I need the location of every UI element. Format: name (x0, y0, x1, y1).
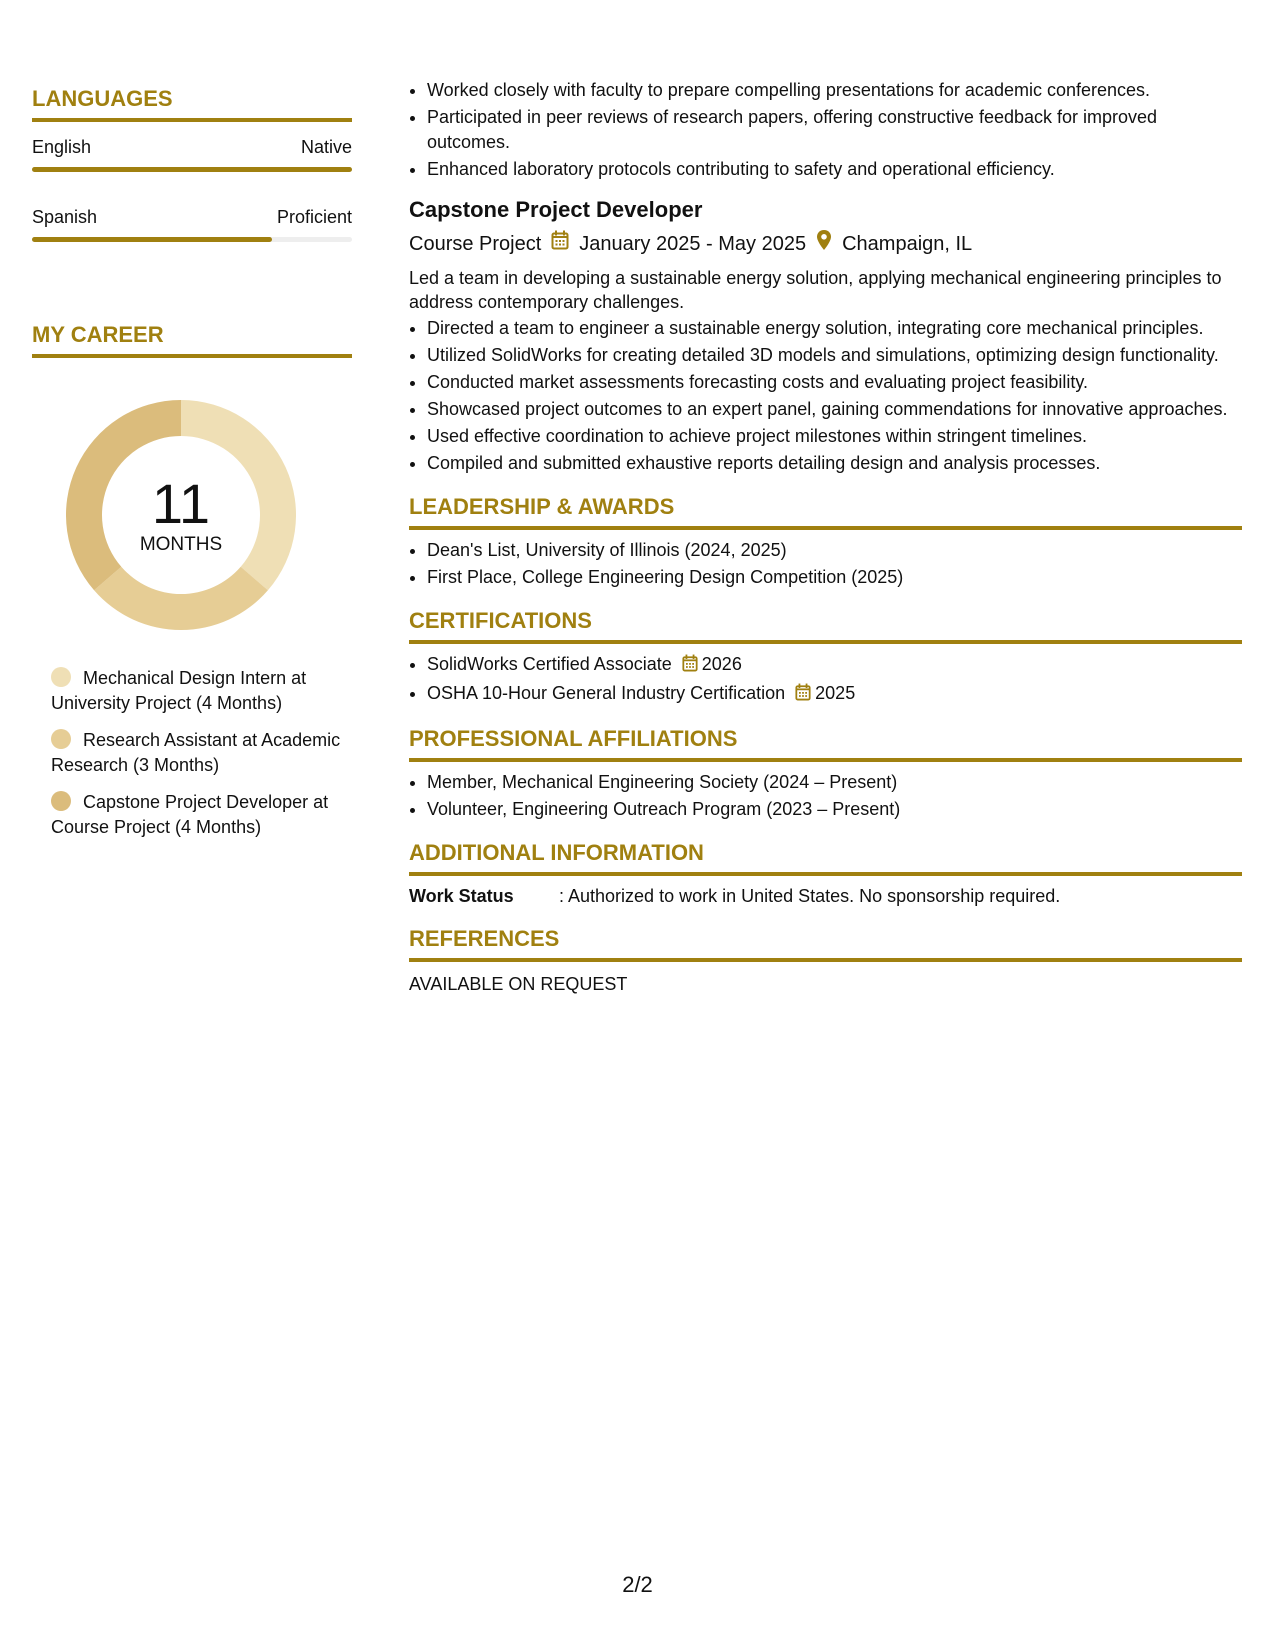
language-name: English (32, 137, 92, 157)
language-level-fill (32, 167, 352, 172)
list-item: • First Place, College Engineering Design Competition (2025) (427, 565, 1242, 590)
certification-name: OSHA 10-Hour General Industry Certification (427, 683, 786, 703)
references-text: AVAILABLE ON REQUEST (409, 974, 628, 994)
list-item: • Volunteer, Engineering Outreach Program (2023 – Present) (427, 797, 1242, 822)
career-donut-chart (66, 400, 296, 630)
language-english (32, 136, 352, 172)
job-bullets (409, 316, 1242, 476)
leadership-list (409, 538, 1242, 590)
list-item (427, 681, 1242, 708)
career-legend-item (51, 790, 341, 840)
job-description: Led a team in developing a sustainable energy solution, applying mechanical engineering principles to address contemporary challenges. (409, 268, 1222, 312)
certifications-list (409, 652, 1242, 708)
languages-heading: LANGUAGES (32, 86, 352, 122)
career-heading: MY CAREER (32, 322, 352, 358)
list-item: • Worked closely with faculty to prepare compelling presentations for academic conferences. (427, 78, 1242, 103)
list-item: • Member, Mechanical Engineering Society (2024 – Present) (427, 770, 1242, 795)
language-level: Native (300, 137, 352, 157)
language-level-fill (32, 237, 272, 242)
additional-info-heading: ADDITIONAL INFORMATION (409, 840, 1242, 876)
certifications-heading: CERTIFICATIONS (409, 608, 1242, 644)
list-item: • Directed a team to engineer a sustainable energy solution, integrating core mechanical principles. (427, 316, 1242, 341)
previous-job-bullets (409, 78, 1242, 182)
legend-dot (51, 729, 71, 749)
language-spanish (32, 206, 352, 242)
work-status-label: Work Status (409, 886, 514, 906)
calendar-icon (795, 683, 811, 708)
calendar-icon (682, 654, 698, 679)
language-name: Spanish (32, 207, 98, 227)
career-legend-item (51, 728, 341, 778)
certification-name: SolidWorks Certified Associate (427, 654, 672, 674)
legend-text: Research Assistant at Academic Research (3 Months) (51, 730, 341, 775)
references-heading: REFERENCES (409, 926, 1242, 962)
list-item: • Utilized SolidWorks for creating detailed 3D models and simulations, optimizing design functionality. (427, 343, 1242, 368)
list-item: • Conducted market assessments forecasting costs and evaluating project feasibility. (427, 370, 1242, 395)
legend-dot (51, 791, 71, 811)
job-company: Course Project (409, 232, 542, 255)
job-title: Capstone Project Developer (409, 197, 703, 222)
right-column (409, 78, 1242, 996)
legend-text: Capstone Project Developer at Course Project (4 Months) (51, 792, 329, 837)
career-legend-item (51, 666, 341, 716)
work-status-value: : Authorized to work in United States. No sponsorship required. (559, 886, 1061, 906)
list-item (427, 652, 1242, 679)
language-level-bar (32, 167, 352, 172)
legend-text: Mechanical Design Intern at University Project (4 Months) (51, 668, 307, 713)
career-legend (51, 666, 341, 840)
map-pin-icon (816, 229, 832, 258)
affiliations-list (409, 770, 1242, 822)
affiliations-heading: PROFESSIONAL AFFILIATIONS (409, 726, 1242, 762)
list-item: • Dean's List, University of Illinois (2024, 2025) (427, 538, 1242, 563)
certification-year: 2025 (815, 683, 856, 703)
donut-segment (94, 567, 268, 630)
career-total-number: 11 (151, 472, 211, 535)
list-item: • Participated in peer reviews of research papers, offering constructive feedback for improved outcomes. (427, 105, 1242, 155)
job-meta (409, 229, 1242, 258)
certification-year: 2026 (701, 654, 742, 674)
calendar-icon (551, 230, 569, 257)
job-location: Champaign, IL (842, 232, 973, 255)
legend-dot (51, 667, 71, 687)
list-item: • Used effective coordination to achieve project milestones within stringent timelines. (427, 424, 1242, 449)
page-number: 2/2 (622, 1572, 653, 1597)
left-column (32, 86, 352, 852)
list-item: • Showcased project outcomes to an expert panel, gaining commendations for innovative approaches. (427, 397, 1242, 422)
language-level-bar (32, 237, 352, 242)
language-level: Proficient (276, 207, 352, 227)
list-item: • Enhanced laboratory protocols contributing to safety and operational efficiency. (427, 157, 1242, 182)
leadership-heading: LEADERSHIP & AWARDS (409, 494, 1242, 530)
job-dates: January 2025 - May 2025 (579, 232, 807, 255)
work-status-row (409, 884, 1242, 908)
career-total-unit: MONTHS (139, 534, 223, 555)
list-item: • Compiled and submitted exhaustive reports detailing design and analysis processes. (427, 451, 1242, 476)
